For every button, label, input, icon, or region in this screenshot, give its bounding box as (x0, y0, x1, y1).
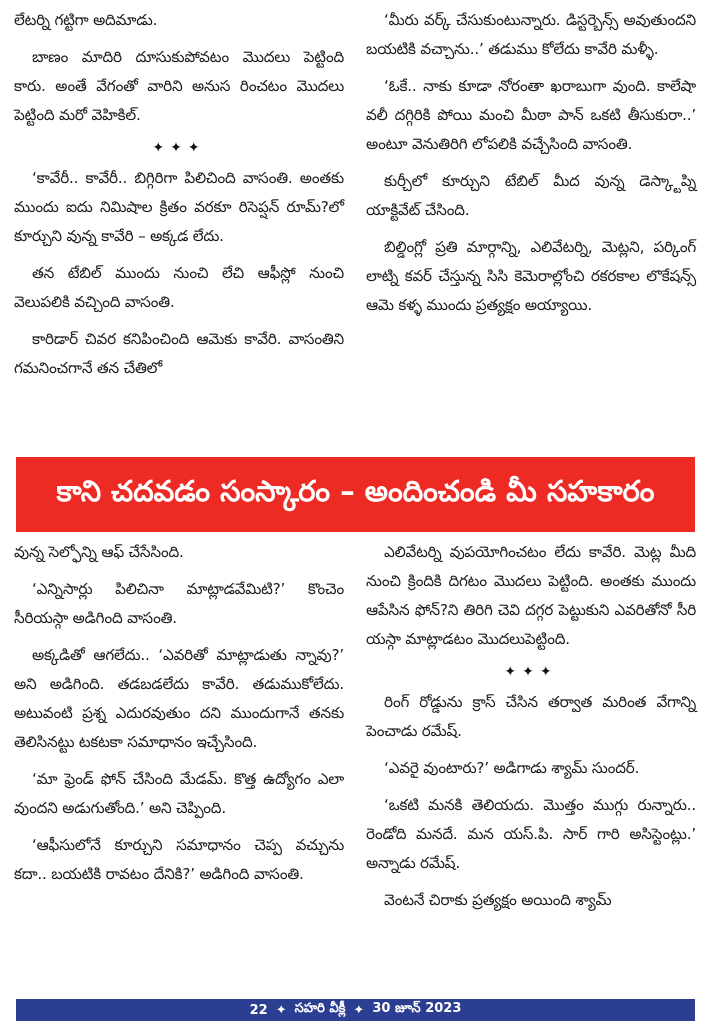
paragraph: ‘మా ఫ్రెండ్ ఫోన్ చేసింది మేడమ్. కొత్త ఉద్యోగం ఎలా వుందని అడుగుతోంది.’ అని చెప్పింది. (14, 770, 344, 817)
paragraph: కుర్చీలో కూర్చుని టేబిల్ మీద వున్న డెస్క్టాప్ని యాక్టివేట్ చేసింది. (366, 172, 696, 219)
banner-text: కాని చదవడం సంస్కారం – అందించండి మీ సహకారం (56, 473, 655, 508)
paragraph: అక్కడితో ఆగలేదు.. ‘ఎవరితో మాట్లాడుతు న్నావు?’ అని అడిగింది. తడబడలేదు కావేరి. తడుముకోలేదు. అటువంటి ప్రశ్న ఎదురవుతుం దని ముందుగానే తనకు తెలిసినట్టు టకటకా సమాధానం ఇచ్చేసింది. (14, 646, 344, 751)
bottom-left-column (14, 538, 344, 897)
paragraph: ‘ఎవరై వుంటారు?’ అడిగాడు శ్యామ్ సుందర్. (384, 759, 640, 777)
top-left-column (14, 6, 344, 391)
top-right-column (366, 6, 696, 328)
slogan-banner (16, 457, 695, 532)
star-icon: ✦ (353, 1002, 365, 1018)
magazine-name: సహరి వీక్లీ (294, 1001, 346, 1016)
page-footer (16, 999, 695, 1021)
paragraph: ‘ఒకటి మనకి తెలియదు. మొత్తం ముగ్గు రున్నారు.. రెండోది మనదే. మన యస్.పి. సార్ గారి అసిస్టెంట్లు.’ అన్నాడు రమేష్. (366, 796, 696, 872)
paragraph: ‘మీరు వర్క్ చేసుకుంటున్నారు. డిస్టర్బెన్స్ అవుతుందని బయటికి వచ్చాను..’ తడుము కోలేదు కావేరి మళ్ళీ. (366, 11, 696, 58)
paragraph: బిల్డింగ్లో ప్రతి మార్గాన్ని, ఎలివేటర్ని, మెట్లని, పర్కింగ్ లాట్ని కవర్ చేస్తున్న సిసి కెమెరాల్లోంచి రకరకాల లొకేషన్స్ ఆమె కళ్ళ ముందు ప్రత్యక్షం అయ్యాయి. (366, 238, 696, 314)
section-separator: ✦✦✦ (152, 140, 206, 156)
page-number: 22 (249, 1002, 268, 1018)
paragraph: బాణం మాదిరి దూసుకుపోవటం మొదలు పెట్టింది కారు. అంతే వేగంతో వారిని అనుస రించటం మొదలు పెట్టింది మరో వెహికిల్. (14, 48, 344, 124)
paragraph: కారిడార్ చివర కనిపించింది ఆమెకు కావేరి. వాసంతిని గమనించగానే తన చేతిలో (14, 330, 344, 377)
bottom-right-column (366, 538, 696, 923)
paragraph: రింగ్ రోడ్డును క్రాస్ చేసిన తర్వాత మరింత వేగాన్ని పెంచాడు రమేష్. (366, 693, 696, 740)
paragraph: వెంటనే చిరాకు ప్రత్యక్షం అయింది శ్యామ్ (384, 891, 612, 909)
paragraph: ‘కావేరీ.. కావేరీ.. బిగ్గిరిగా పిలిచింది వాసంతి. అంతకు ముందు ఐదు నిమిషాల క్రితం వరకూ రిసెప్షన్ రూమ్?లో కూర్చుని వున్న కావేరి – అక్కడ లేదు. (14, 169, 344, 245)
section-separator: ✦✦✦ (504, 664, 558, 680)
star-icon: ✦ (275, 1002, 287, 1018)
paragraph: తన టేబిల్ ముందు నుంచి లేచి ఆఫీస్లో నుంచి వెలుపలికి వచ్చింది వాసంతి. (14, 264, 344, 311)
paragraph: ‘ఆఫీసులోనే కూర్చుని సమాధానం చెప్ప వచ్చును కదా.. బయటికి రావటం దేనికి?’ అడిగింది వాసంతి. (14, 836, 344, 883)
issue-date: 30 జూన్ 2023 (372, 1001, 462, 1016)
paragraph: ఎలివేటర్ని వుపయోగించటం లేదు కావేరి. మెట్ల మీది నుంచి క్రిందికి దిగటం మొదలు పెట్టింది. అంతకు ముందు ఆపేసిన ఫోన్?ని తిరిగి చెవి దగ్గర పెట్టుకుని ఎవరితోనో సీరి యస్గా మాట్లాడటం మొదలుపెట్టింది. (366, 543, 696, 648)
paragraph: వున్న సెల్ఫోన్ని ఆఫ్ చేసేసింది. (14, 543, 184, 561)
paragraph: ‘ఓకే.. నాకు కూడా నోరంతా ఖరాబుగా వుంది. కాలేషా వలీ దగ్గిరికి పోయి మంచి మీఠా పాన్ ఒకటి తీసుకురా..’ అంటూ వెనుతిరిగి లోపలికి వచ్చేసింది వాసంతి. (366, 77, 696, 153)
paragraph: లేటర్ని గట్టిగా అదిమాడు. (14, 11, 158, 29)
paragraph: ‘ఎన్నిసార్లు పిలిచినా మాట్లాడవేమిటి?’ కొంచెం సీరియస్గా అడిగింది వాసంతి. (14, 580, 344, 627)
